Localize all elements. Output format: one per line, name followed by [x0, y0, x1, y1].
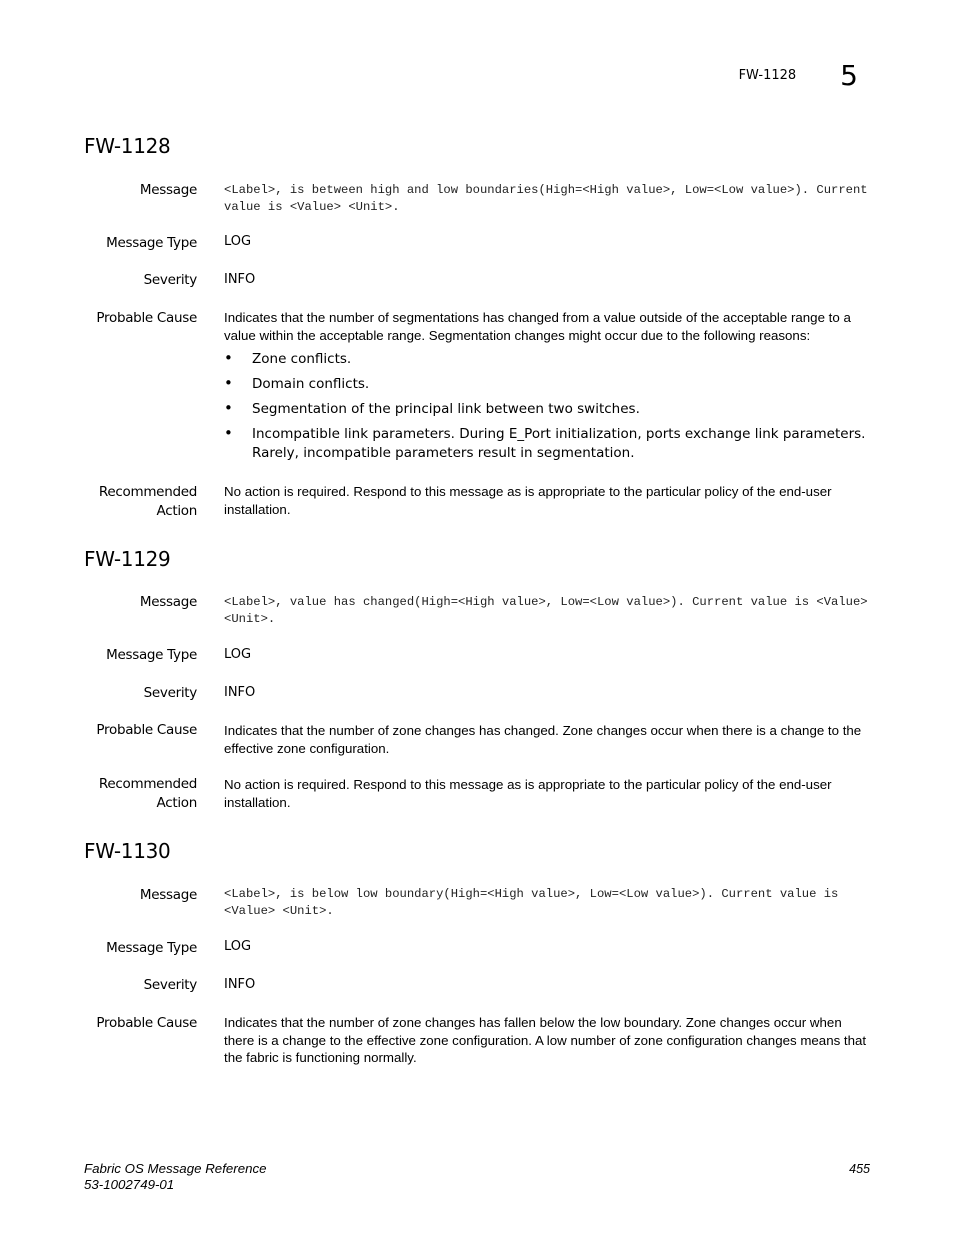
- list-item-text: Segmentation of the principal link between two switches.: [252, 401, 640, 417]
- severity-value: INFO: [224, 272, 256, 287]
- chapter-number: 5: [840, 59, 858, 92]
- message-type-value: LOG: [224, 647, 252, 662]
- list-item: [224, 425, 874, 463]
- page-footer: [84, 1161, 870, 1193]
- recommended-label-line2: Action: [156, 795, 197, 811]
- message-type-label: Message Type: [106, 647, 197, 663]
- list-item-text: Domain conflicts.: [252, 376, 370, 392]
- message-text: <Label>, value has changed(High=<High value>, Low=<Low value>). Current value is <Value> <Unit>.: [224, 595, 868, 626]
- message-label: Message: [139, 182, 197, 198]
- page-header: [739, 58, 858, 90]
- bullet-icon: •: [224, 374, 233, 392]
- bullet-icon: •: [224, 349, 233, 367]
- severity-value: INFO: [224, 685, 256, 700]
- header-message-code: FW-1128: [738, 68, 797, 83]
- cause-reason-list: [224, 350, 874, 463]
- recommended-action-label: [99, 483, 197, 521]
- section-title-fw-1129: FW-1129: [84, 547, 171, 571]
- message-type-value: LOG: [224, 234, 252, 249]
- section-title-fw-1130: FW-1130: [84, 839, 171, 863]
- severity-label: Severity: [143, 977, 197, 993]
- probable-cause-text: Indicates that the number of segmentations has changed from a value outside of the acceptable range to a value within the acceptable range. Segmentation changes might occur due to the following reasons:: [224, 310, 851, 343]
- probable-cause-block: [224, 309, 874, 469]
- message-text: <Label>, is between high and low boundaries(High=<High value>, Low=<Low value>). Current value is <Value> <Unit>.: [224, 183, 868, 214]
- list-item-text: Zone conflicts.: [252, 351, 352, 367]
- severity-value: INFO: [224, 977, 256, 992]
- recommended-action-text: No action is required. Respond to this message as is appropriate to the particular policy of the end-user installation.: [224, 484, 832, 517]
- footer-book-title: Fabric OS Message Reference: [84, 1161, 267, 1176]
- recommended-label-line2: Action: [156, 503, 197, 519]
- message-type-value: LOG: [224, 939, 252, 954]
- message-label: Message: [139, 594, 197, 610]
- footer-page-number: 455: [849, 1162, 870, 1176]
- message-type-label: Message Type: [106, 235, 197, 251]
- message-text: <Label>, is below low boundary(High=<High value>, Low=<Low value>). Current value is <Value> <Unit>.: [224, 887, 839, 918]
- list-item: [224, 375, 874, 394]
- severity-label: Severity: [143, 685, 197, 701]
- list-item: [224, 400, 874, 419]
- list-item-text: Incompatible link parameters. During E_Port initialization, ports exchange link parameters. Rarely, incompatible parameters result in segmentation.: [252, 426, 866, 461]
- recommended-action-label: [99, 775, 197, 813]
- severity-label: Severity: [143, 272, 197, 288]
- probable-cause-label: Probable Cause: [96, 1015, 197, 1031]
- recommended-label-line1: Recommended: [98, 776, 197, 792]
- bullet-icon: •: [224, 399, 233, 417]
- list-item: [224, 350, 874, 369]
- bullet-icon: •: [224, 424, 233, 442]
- probable-cause-text: Indicates that the number of zone changes has fallen below the low boundary. Zone changes occur when there is a change to the effective zone configuration. A low number of zone configuration changes means that the fabric is functioning normally.: [224, 1015, 867, 1065]
- footer-doc-number: 53-1002749-01: [84, 1177, 175, 1192]
- probable-cause-text: Indicates that the number of zone changes has changed. Zone changes occur when there is a change to the effective zone configuration.: [224, 723, 862, 756]
- recommended-action-text: No action is required. Respond to this message as is appropriate to the particular policy of the end-user installation.: [224, 777, 832, 810]
- probable-cause-label: Probable Cause: [96, 722, 197, 738]
- message-label: Message: [139, 887, 197, 903]
- section-title-fw-1128: FW-1128: [84, 134, 171, 158]
- probable-cause-label: Probable Cause: [96, 310, 197, 326]
- message-type-label: Message Type: [106, 940, 197, 956]
- recommended-label-line1: Recommended: [98, 484, 197, 500]
